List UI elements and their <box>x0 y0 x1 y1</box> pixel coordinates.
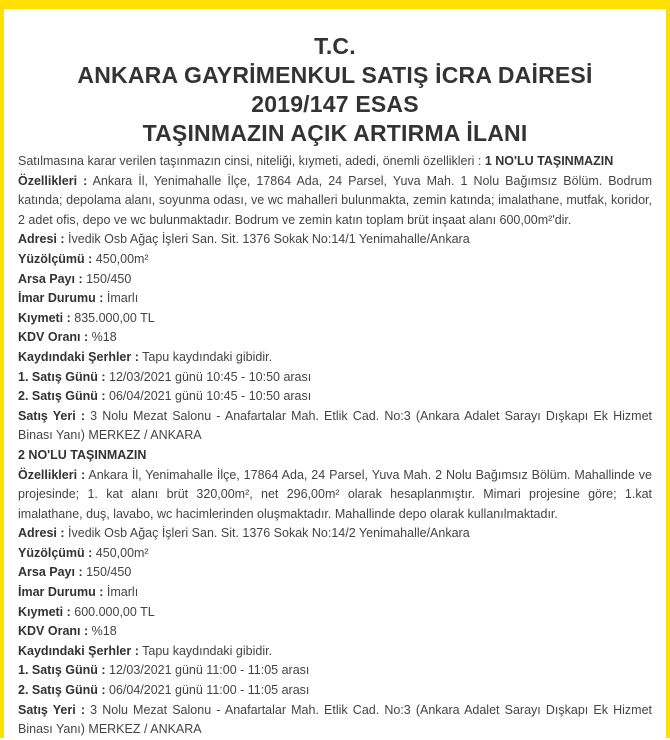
sale-place-value: 3 Nolu Mezat Salonu - Anafartalar Mah. Etlik Cad. No:3 (Ankara Adalet Sarayı Dışkapı Ek Hizmet Binası Yanı) MERKEZ / ANKARA <box>18 408 652 443</box>
property2-sale-day-2 <box>18 681 652 701</box>
value-label: Kıymeti : <box>18 604 71 619</box>
announcement-content <box>18 32 652 740</box>
address-label: Adresi : <box>18 232 65 247</box>
property1-annotations <box>18 348 652 368</box>
land-share-label: Arsa Payı : <box>18 271 83 286</box>
property2-annotations <box>18 642 652 662</box>
features-value: Ankara İl, Yenimahalle İlçe, 17864 Ada, 24 Parsel, Yuva Mah. 1 Nolu Bağımsız Bölüm. Bodrum katında; depolama alanı, soyunma odası, ve wc mahalleri bulunmakta, zemin katında; imalathane, mutfak, koridor, 2 adet ofis, depo ve wc bulunmaktadır. Bodrum ve zemin katın toplam brüt inşaat alanı 600,00m²'dir. <box>18 173 652 227</box>
value-amount: 835.000,00 TL <box>70 310 155 325</box>
area-value: 450,00m² <box>92 545 149 560</box>
property2-sale-day-1 <box>18 661 652 681</box>
property1-address <box>18 230 652 250</box>
zoning-value: İmarlı <box>103 585 139 600</box>
vat-value: %18 <box>88 624 117 639</box>
property1-sale-place <box>18 407 652 446</box>
zoning-label: İmar Durumu : <box>18 291 104 306</box>
land-share-label: Arsa Payı : <box>18 565 83 580</box>
zoning-value: İmarlı <box>103 291 139 306</box>
heading-line-tc: T.C. <box>314 33 356 59</box>
value-amount: 600.000,00 TL <box>70 604 155 619</box>
annotations-label: Kaydındaki Şerhler : <box>18 643 139 658</box>
property2-address <box>18 524 652 544</box>
intro-text: Satılmasına karar verilen taşınmazın cinsi, niteliği, kıymeti, adedi, önemli özellikleri : <box>18 154 485 168</box>
features-label: Özellikleri : <box>18 467 86 482</box>
value-label: Kıymeti : <box>18 310 71 325</box>
vat-value: %18 <box>88 330 117 345</box>
sale-day-1-label: 1. Satış Günü : <box>18 663 106 678</box>
zoning-label: İmar Durumu : <box>18 585 104 600</box>
property2-land-share <box>18 563 652 583</box>
property2-area <box>18 544 652 564</box>
annotations-value: Tapu kaydındaki gibidir. <box>138 643 273 658</box>
address-value: İvedik Osb Ağaç İşleri San. Sit. 1376 Sokak No:14/2 Yenimahalle/Ankara <box>64 526 470 541</box>
property1-area <box>18 250 652 270</box>
property1-value <box>18 309 652 329</box>
land-share-value: 150/450 <box>82 271 132 286</box>
annotations-value: Tapu kaydındaki gibidir. <box>138 349 273 364</box>
property2-vat <box>18 622 652 642</box>
property1-land-share <box>18 270 652 290</box>
property2-zoning <box>18 583 652 603</box>
sale-day-1-label: 1. Satış Günü : <box>18 369 106 384</box>
heading-line-office: ANKARA GAYRİMENKUL SATIŞ İCRA DAİRESİ <box>77 62 593 88</box>
sale-day-2-value: 06/04/2021 günü 10:45 - 10:50 arası <box>105 389 312 404</box>
annotations-label: Kaydındaki Şerhler : <box>18 349 139 364</box>
property2-features <box>18 466 652 525</box>
area-value: 450,00m² <box>92 251 149 266</box>
features-value: Ankara İl, Yenimahalle İlçe, 17864 Ada, 24 Parsel, Yuva Mah. 2 Nolu Bağımsız Bölüm. Mahallinde ve projesinde; 1. kat alanı brüt 320,00m², net 296,00m² olarak hesaplanmıştır. Mimari projesine göre; 1.kat imalathane, duş, lavabo, wc hacimlerinden oluşmaktadır. Mahallinde depo olarak kullanılmaktadır. <box>18 467 652 521</box>
property1-vat <box>18 328 652 348</box>
heading-line-case: 2019/147 ESAS <box>251 91 419 117</box>
property2-value <box>18 603 652 623</box>
property2-title-line <box>18 446 652 466</box>
property2-sale-place <box>18 701 652 740</box>
sale-day-2-label: 2. Satış Günü : <box>18 683 106 698</box>
sale-day-2-value: 06/04/2021 günü 11:00 - 11:05 arası <box>105 683 310 698</box>
area-label: Yüzölçümü : <box>18 545 93 560</box>
property1-title: 1 NO'LU TAŞINMAZIN <box>484 154 614 168</box>
property1-zoning <box>18 289 652 309</box>
intro-line <box>18 152 652 172</box>
sale-place-value: 3 Nolu Mezat Salonu - Anafartalar Mah. Etlik Cad. No:3 (Ankara Adalet Sarayı Dışkapı Ek Hizmet Binası Yanı) MERKEZ / ANKARA <box>18 702 652 737</box>
address-value: İvedik Osb Ağaç İşleri San. Sit. 1376 Sokak No:14/1 Yenimahalle/Ankara <box>64 232 470 247</box>
vat-label: KDV Oranı : <box>18 624 89 639</box>
sale-day-2-label: 2. Satış Günü : <box>18 389 106 404</box>
announcement-heading <box>18 32 652 148</box>
property1-sale-day-2 <box>18 387 652 407</box>
property1-features <box>18 172 652 231</box>
area-label: Yüzölçümü : <box>18 251 93 266</box>
land-share-value: 150/450 <box>82 565 132 580</box>
sale-place-label: Satış Yeri : <box>18 702 86 717</box>
sale-place-label: Satış Yeri : <box>18 408 86 423</box>
vat-label: KDV Oranı : <box>18 330 89 345</box>
address-label: Adresi : <box>18 526 65 541</box>
property1-sale-day-1 <box>18 368 652 388</box>
sale-day-1-value: 12/03/2021 günü 11:00 - 11:05 arası <box>105 663 310 678</box>
sale-day-1-value: 12/03/2021 günü 10:45 - 10:50 arası <box>105 369 312 384</box>
heading-line-title: TAŞINMAZIN AÇIK ARTIRMA İLANI <box>142 120 528 146</box>
property2-title: 2 NO'LU TAŞINMAZIN <box>18 447 147 462</box>
features-label: Özellikleri : <box>18 173 88 188</box>
